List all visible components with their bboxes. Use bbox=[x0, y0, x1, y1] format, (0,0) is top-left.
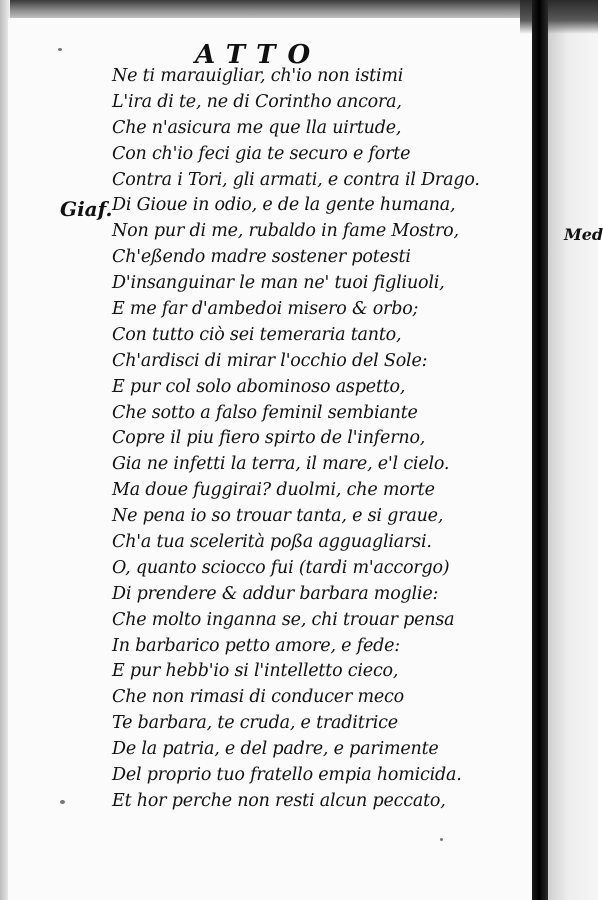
verse-line: Ch'eßendo madre sostener potesti bbox=[112, 247, 411, 268]
verse-line: Del proprio tuo fratello empia homicida. bbox=[112, 765, 462, 786]
verse-line: Che sotto a falso feminil sembiante bbox=[112, 402, 418, 423]
verse-line: Con ch'io feci gia te securo e forte bbox=[112, 143, 411, 164]
verse-line: Che non rimasi di conducer meco bbox=[112, 687, 404, 708]
paper-speck bbox=[440, 838, 443, 841]
verse-line: Contra i Tori, gli armati, e contra il Drago. bbox=[112, 169, 480, 190]
paper-speck bbox=[58, 48, 62, 51]
facing-page-edge bbox=[548, 0, 598, 900]
verse-line: Gia ne infetti la terra, il mare, e'l cielo. bbox=[112, 454, 450, 475]
verse-line: E pur col solo abominoso aspetto, bbox=[112, 376, 406, 397]
verse-line: Ne ti marauigliar, ch'io non istimi bbox=[112, 66, 404, 86]
book-gutter bbox=[532, 0, 548, 900]
verse-line: O, quanto sciocco fui (tardi m'accorgo) bbox=[112, 557, 450, 578]
paper-speck bbox=[60, 800, 65, 804]
verse-line: Et hor perche non resti alcun peccato, bbox=[112, 790, 446, 811]
verse-line: Che molto inganna se, chi trouar pensa bbox=[112, 609, 455, 630]
running-head: ATTO bbox=[195, 40, 323, 70]
speaker-label-jason: Giaf. bbox=[60, 197, 113, 221]
verse-line: E pur hebb'io si l'intelletto cieco, bbox=[112, 661, 399, 682]
verse-line: Non pur di me, rubaldo in fame Mostro, bbox=[112, 221, 459, 242]
verse-line: Ch'a tua scelerità poßa agguagliarsi. bbox=[112, 532, 432, 553]
verse-line: Ne pena io so trouar tanta, e si graue, bbox=[112, 506, 444, 527]
verse-line: E me far d'ambedoi misero & orbo; bbox=[112, 299, 419, 320]
verse-line: Te barbara, te cruda, e traditrice bbox=[112, 713, 398, 734]
verse-line: De la patria, e del padre, e parimente bbox=[112, 739, 439, 760]
verse-line: Di Gioue in odio, e de la gente humana, bbox=[112, 195, 456, 216]
verse-line: In barbarico petto amore, e fede: bbox=[112, 635, 400, 656]
verse-line: Ch'ardisci di mirar l'occhio del Sole: bbox=[112, 350, 428, 371]
speaker-label-medea: Med bbox=[564, 225, 603, 244]
verse-line: Copre il piu fiero spirto de l'inferno, bbox=[112, 428, 426, 449]
verse-line: Con tutto ciò sei temeraria tanto, bbox=[112, 324, 402, 345]
verse-line: D'insanguinar le man ne' tuoi figliuoli, bbox=[112, 273, 445, 294]
verse-line: Di prendere & addur barbara moglie: bbox=[112, 583, 439, 604]
verse-block bbox=[112, 64, 480, 815]
verse-line: L'ira di te, ne di Corintho ancora, bbox=[112, 91, 402, 112]
verse-line: Ma doue fuggirai? duolmi, che morte bbox=[112, 480, 435, 501]
verse-line: Che n'asicura me que lla uirtude, bbox=[112, 117, 402, 138]
